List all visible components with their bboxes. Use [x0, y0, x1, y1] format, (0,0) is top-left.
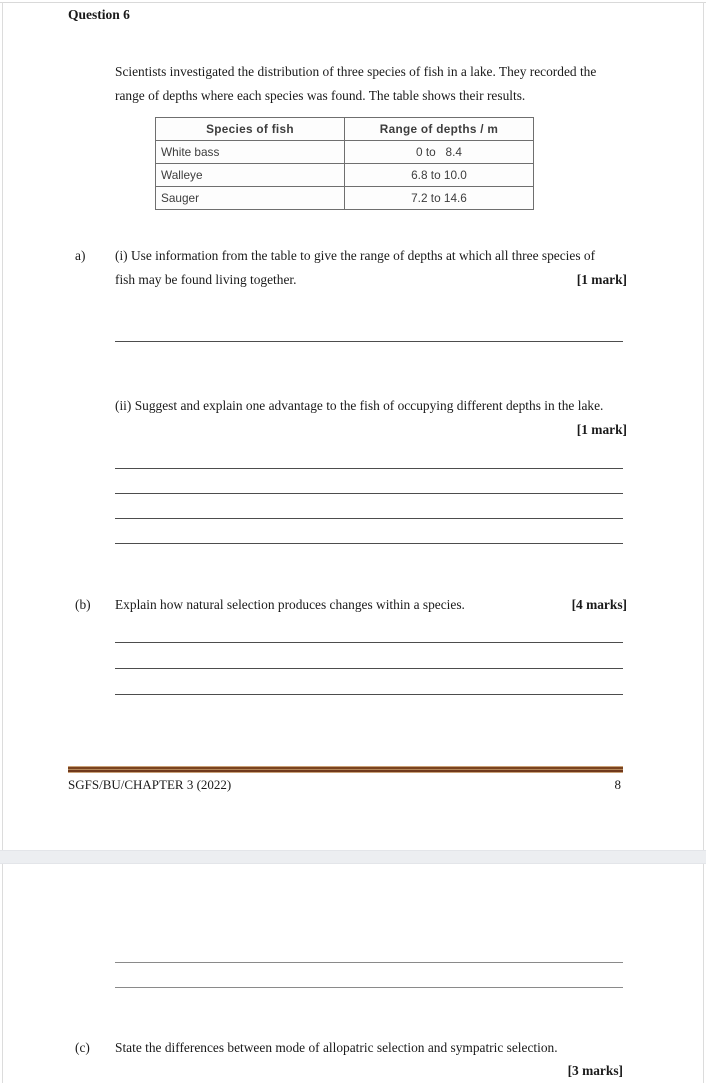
- table-row: [156, 187, 534, 210]
- answer-line: [115, 987, 623, 988]
- table-header-species: Species of fish: [156, 118, 345, 141]
- table-header-range: Range of depths / m: [345, 118, 534, 141]
- answer-line: [115, 694, 623, 695]
- part-a-i-marks: [1 mark]: [576, 272, 627, 287]
- answer-line: [115, 518, 623, 519]
- part-a-i-question-line2-row: [115, 272, 627, 288]
- table-cell-species: Sauger: [156, 187, 345, 210]
- table-cell-range: 7.2 to 14.6: [345, 187, 534, 210]
- part-c-marks: [3 marks]: [567, 1063, 623, 1078]
- answer-line: [115, 668, 623, 669]
- part-c-question-row: [75, 1040, 627, 1056]
- footer-row: [68, 777, 621, 793]
- page-right-edge: [703, 2, 704, 1083]
- page-top-edge: [0, 2, 706, 3]
- table-cell-range: 6.8 to 10.0: [345, 164, 534, 187]
- answer-line: [115, 468, 623, 469]
- footer-decorative-rule: [68, 766, 623, 773]
- table-cell-range: 0 to 8.4: [345, 141, 534, 164]
- part-c-label: (c): [75, 1040, 90, 1055]
- answer-line: [115, 493, 623, 494]
- answer-line: [115, 543, 623, 544]
- table-header-row: [156, 118, 534, 141]
- table-row: [156, 164, 534, 187]
- part-c-question: State the differences between mode of allopatric selection and sympatric selection.: [115, 1040, 558, 1055]
- footer-reference: SGFS/BU/CHAPTER 3 (2022): [68, 777, 232, 792]
- page-left-edge: [2, 2, 3, 1083]
- part-a-ii-question: (ii) Suggest and explain one advantage to the fish of occupying different depths in the lake.: [115, 398, 604, 413]
- table-row: [156, 141, 534, 164]
- table-cell-species: Walleye: [156, 164, 345, 187]
- part-a-ii-marks: [1 mark]: [576, 422, 627, 437]
- question-title: Question 6: [68, 7, 130, 22]
- answer-line: [115, 962, 623, 963]
- part-a-i-question-line1: (i) Use information from the table to give the range of depths at which all three species of: [115, 248, 596, 263]
- part-b-marks: [4 marks]: [571, 597, 627, 612]
- part-a-label: a): [75, 248, 86, 263]
- page-break-separator: [0, 851, 706, 863]
- table-cell-species: White bass: [156, 141, 345, 164]
- answer-line: [115, 341, 623, 342]
- intro-paragraph-line1: Scientists investigated the distribution of three species of fish in a lake. They recorded the: [115, 64, 597, 79]
- fish-depth-table: [155, 117, 534, 210]
- part-a-i-question-line2: fish may be found living together.: [115, 272, 297, 287]
- page-number: 8: [614, 777, 621, 792]
- part-b-label: (b): [75, 597, 91, 612]
- intro-paragraph-line2: range of depths where each species was found. The table shows their results.: [115, 88, 526, 103]
- answer-line: [115, 642, 623, 643]
- part-b-question: Explain how natural selection produces changes within a species.: [115, 597, 465, 612]
- part-b-question-row: [75, 597, 627, 613]
